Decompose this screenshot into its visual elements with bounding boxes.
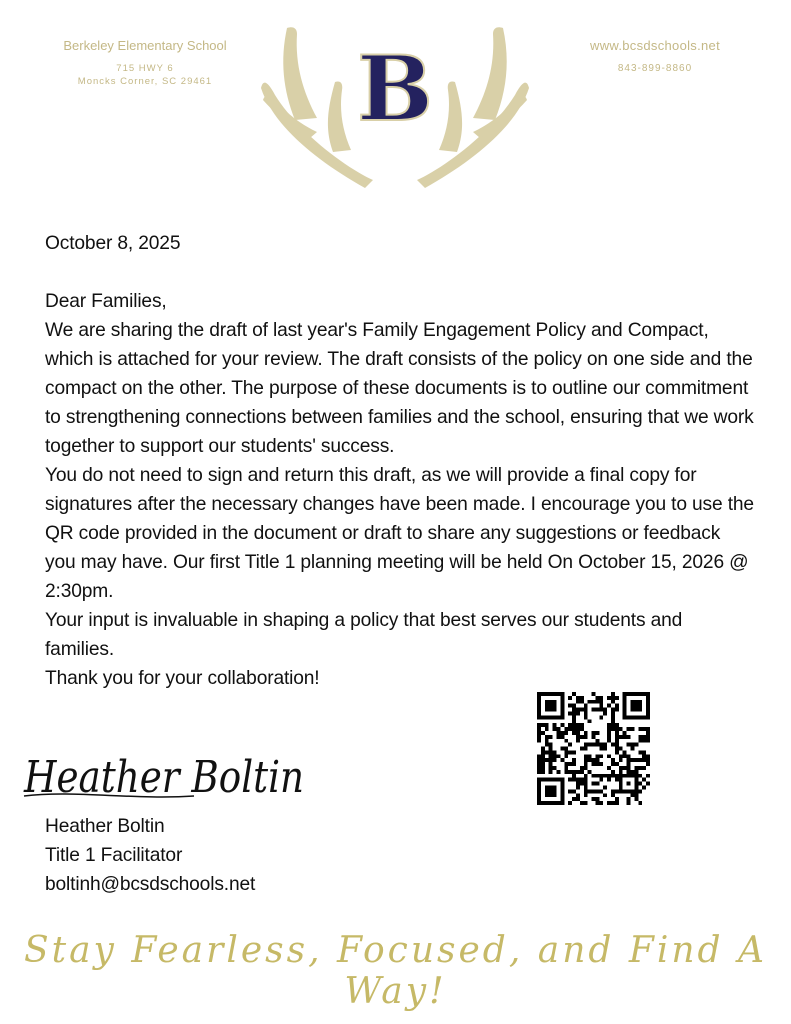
letter-paragraph-3: Your input is invaluable in shaping a policy that best serves our students and families.: [45, 610, 683, 660]
logo-letter: B: [356, 36, 434, 142]
signer-name: Heather Boltin: [45, 816, 165, 837]
school-address: [40, 62, 250, 88]
letter-date: October 8, 2025: [45, 233, 181, 254]
school-motto: Stay Fearless, Focused, and Find A Way!: [23, 930, 768, 1012]
school-website: www.bcsdschools.net: [590, 38, 720, 53]
contact-info: [560, 38, 750, 74]
letter-paragraph-1: We are sharing the draft of last year's Family Engagement Policy and Compact, which is attached for your review. The draft consists of the policy on one side and the compact on the other. The purpose of these documents is to outline our commitment to strengthening connections between families and the school, ensuring that we work together to support our students' success.: [45, 320, 754, 457]
letter-closing: Thank you for your collaboration!: [45, 668, 320, 689]
signature-block: [45, 812, 255, 899]
address-line-2: Moncks Corner, SC 29461: [77, 76, 213, 87]
letter-paragraph-2: You do not need to sign and return this draft, as we will provide a final copy for signatures after the necessary changes have been made. I encourage you to use the QR code provided in the document or draft to share any suggestions or feedback you may have. Our first Title 1 planning meeting will be held On October 15, 2026 @ 2:30pm.: [45, 465, 754, 602]
school-info: [40, 38, 250, 88]
letter-greeting: Dear Families,: [45, 291, 167, 312]
antlers-logo-icon: [255, 20, 535, 185]
qr-code-icon[interactable]: [537, 692, 650, 805]
school-phone: 843-899-8860: [617, 63, 693, 74]
school-logo: [255, 20, 535, 185]
handwritten-signature: [14, 730, 314, 825]
signature-script: Heather Boltin: [23, 752, 305, 803]
address-line-1: 715 HWY 6: [116, 63, 174, 74]
school-name: Berkeley Elementary School: [63, 38, 227, 53]
letter-body: [45, 229, 755, 693]
feedback-qr-code[interactable]: [537, 692, 650, 805]
signer-email[interactable]: boltinh@bcsdschools.net: [45, 874, 256, 895]
signer-title: Title 1 Facilitator: [45, 845, 183, 866]
